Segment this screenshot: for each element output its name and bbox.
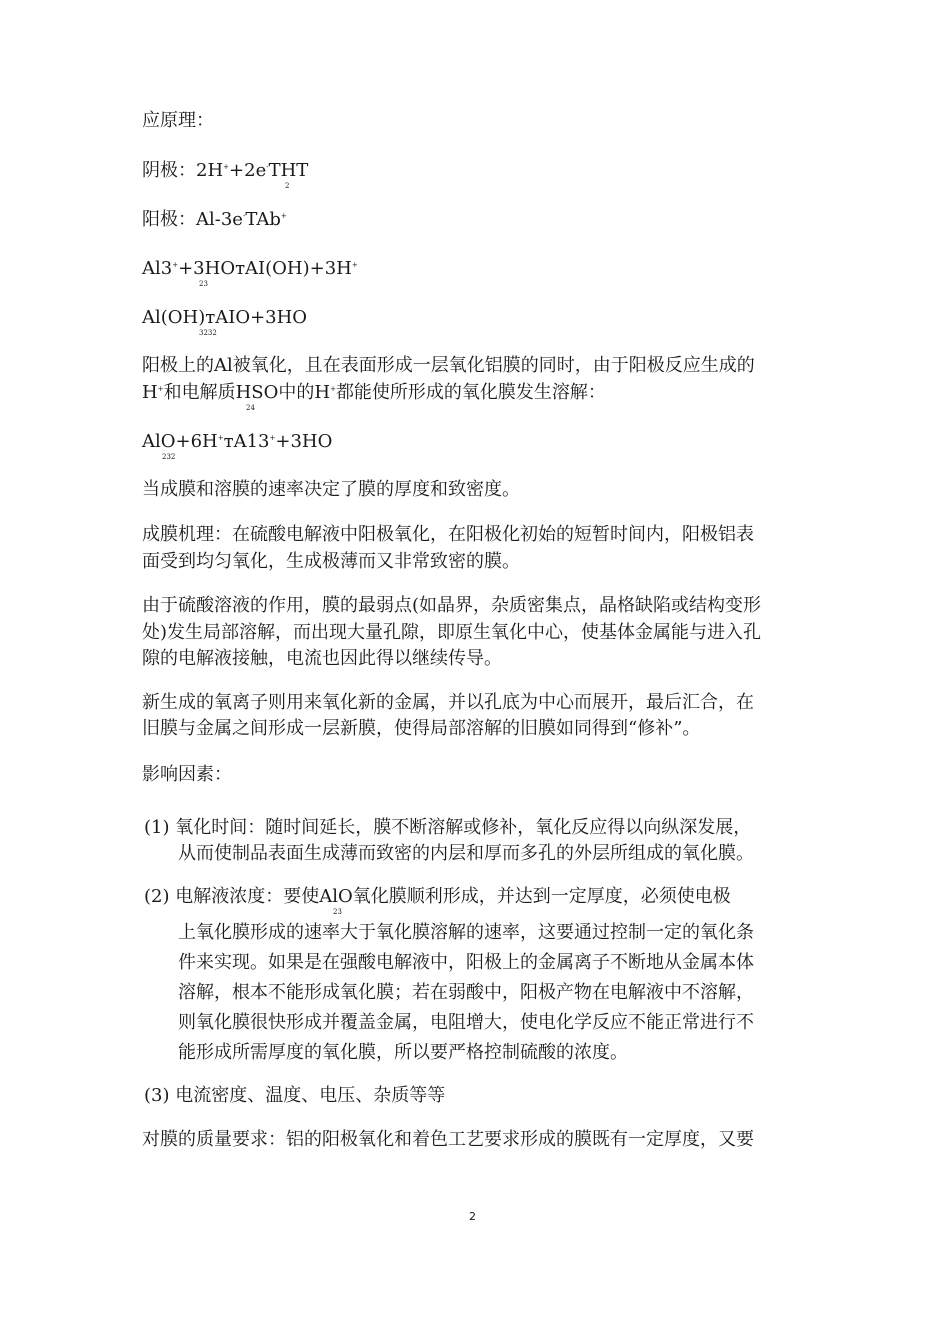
paragraph-line: 成膜机理：在硫酸电解液中阳极氧化，在阳极化初始的短暂时间内，阳极铝表 <box>142 524 754 545</box>
paragraph-line: 新生成的氧离子则用来氧化新的金属，并以孔底为中心而展开，最后汇合，在 <box>142 692 754 713</box>
dissolution-equation-subscript: 232 <box>162 453 176 461</box>
paragraph-line: 旧膜与金属之间形成一层新膜，使得局部溶解的旧膜如同得到“修补”。 <box>142 718 701 739</box>
list-item-continuation: 从而使制品表面生成薄而致密的内层和厚而多孔的外层所组成的氧化膜。 <box>178 843 754 864</box>
cathode-equation: 阴极：2H++2e-THT <box>142 160 309 181</box>
paragraph-line: 处)发生局部溶解，而出现大量孔隙，即原生氧化中心，使基体金属能与进入孔 <box>142 622 762 643</box>
list-item: (2) 电解液浓度：要使AlO氧化膜顺利形成，并达到一定厚度，必须使电极 <box>144 886 731 907</box>
paragraph-line: 由于硫酸溶液的作用，膜的最弱点(如晶界，杂质密集点，晶格缺陷或结构变形 <box>142 595 762 616</box>
list-item-continuation: 则氧化膜很快形成并覆盖金属，电阻增大，使电化学反应不能正常进行不 <box>178 1012 754 1033</box>
section-heading-principle: 应原理： <box>142 110 214 131</box>
list-item-subscript: 23 <box>333 908 342 916</box>
paragraph-line-subscript: 24 <box>246 404 255 412</box>
paragraph-line: 当成膜和溶膜的速率决定了膜的厚度和致密度。 <box>142 479 520 500</box>
paragraph-line: 面受到均匀氧化，生成极薄而又非常致密的膜。 <box>142 551 520 572</box>
paragraph-line: 阳极上的Al被氧化，且在表面形成一层氧化铝膜的同时，由于阳极反应生成的 <box>142 355 755 376</box>
section-heading-factors: 影响因素： <box>142 764 232 785</box>
list-item-continuation: 溶解，根本不能形成氧化膜；若在弱酸中，阳极产物在电解液中不溶解， <box>178 982 754 1003</box>
anode-equation: 阳极：Al-3e-TAb+ <box>142 209 287 230</box>
list-item-continuation: 上氧化膜形成的速率大于氧化膜溶解的速率，这要通过控制一定的氧化条 <box>178 922 754 943</box>
hydrolysis-equation-subscript: 23 <box>199 280 208 288</box>
paragraph-line: H+和电解质HSO中的H+都能使所形成的氧化膜发生溶解： <box>142 382 606 403</box>
list-item: (1) 氧化时间：随时间延长，膜不断溶解或修补，氧化反应得以向纵深发展， <box>144 817 752 838</box>
list-item-continuation: 件来实现。如果是在强酸电解液中，阳极上的金属离子不断地从金属本体 <box>178 952 754 973</box>
paragraph-line: 对膜的质量要求：铝的阳极氧化和着色工艺要求形成的膜既有一定厚度，又要 <box>142 1129 754 1150</box>
dehydration-equation-subscript: 3232 <box>199 329 217 337</box>
cathode-equation-subscript: 2 <box>285 182 290 190</box>
list-item-continuation: 能形成所需厚度的氧化膜，所以要严格控制硫酸的浓度。 <box>178 1042 628 1063</box>
dissolution-equation: AlO+6H+тA13++3HO <box>142 431 333 452</box>
paragraph-line: 隙的电解液接触，电流也因此得以继续传导。 <box>142 648 502 669</box>
list-item: (3) 电流密度、温度、电压、杂质等等 <box>144 1085 446 1106</box>
hydrolysis-equation: Al3++3HOтAI(OH)+3H+ <box>142 258 358 279</box>
dehydration-equation: Al(OH)тAIO+3HO <box>142 307 308 328</box>
page-number: 2 <box>469 1210 476 1223</box>
